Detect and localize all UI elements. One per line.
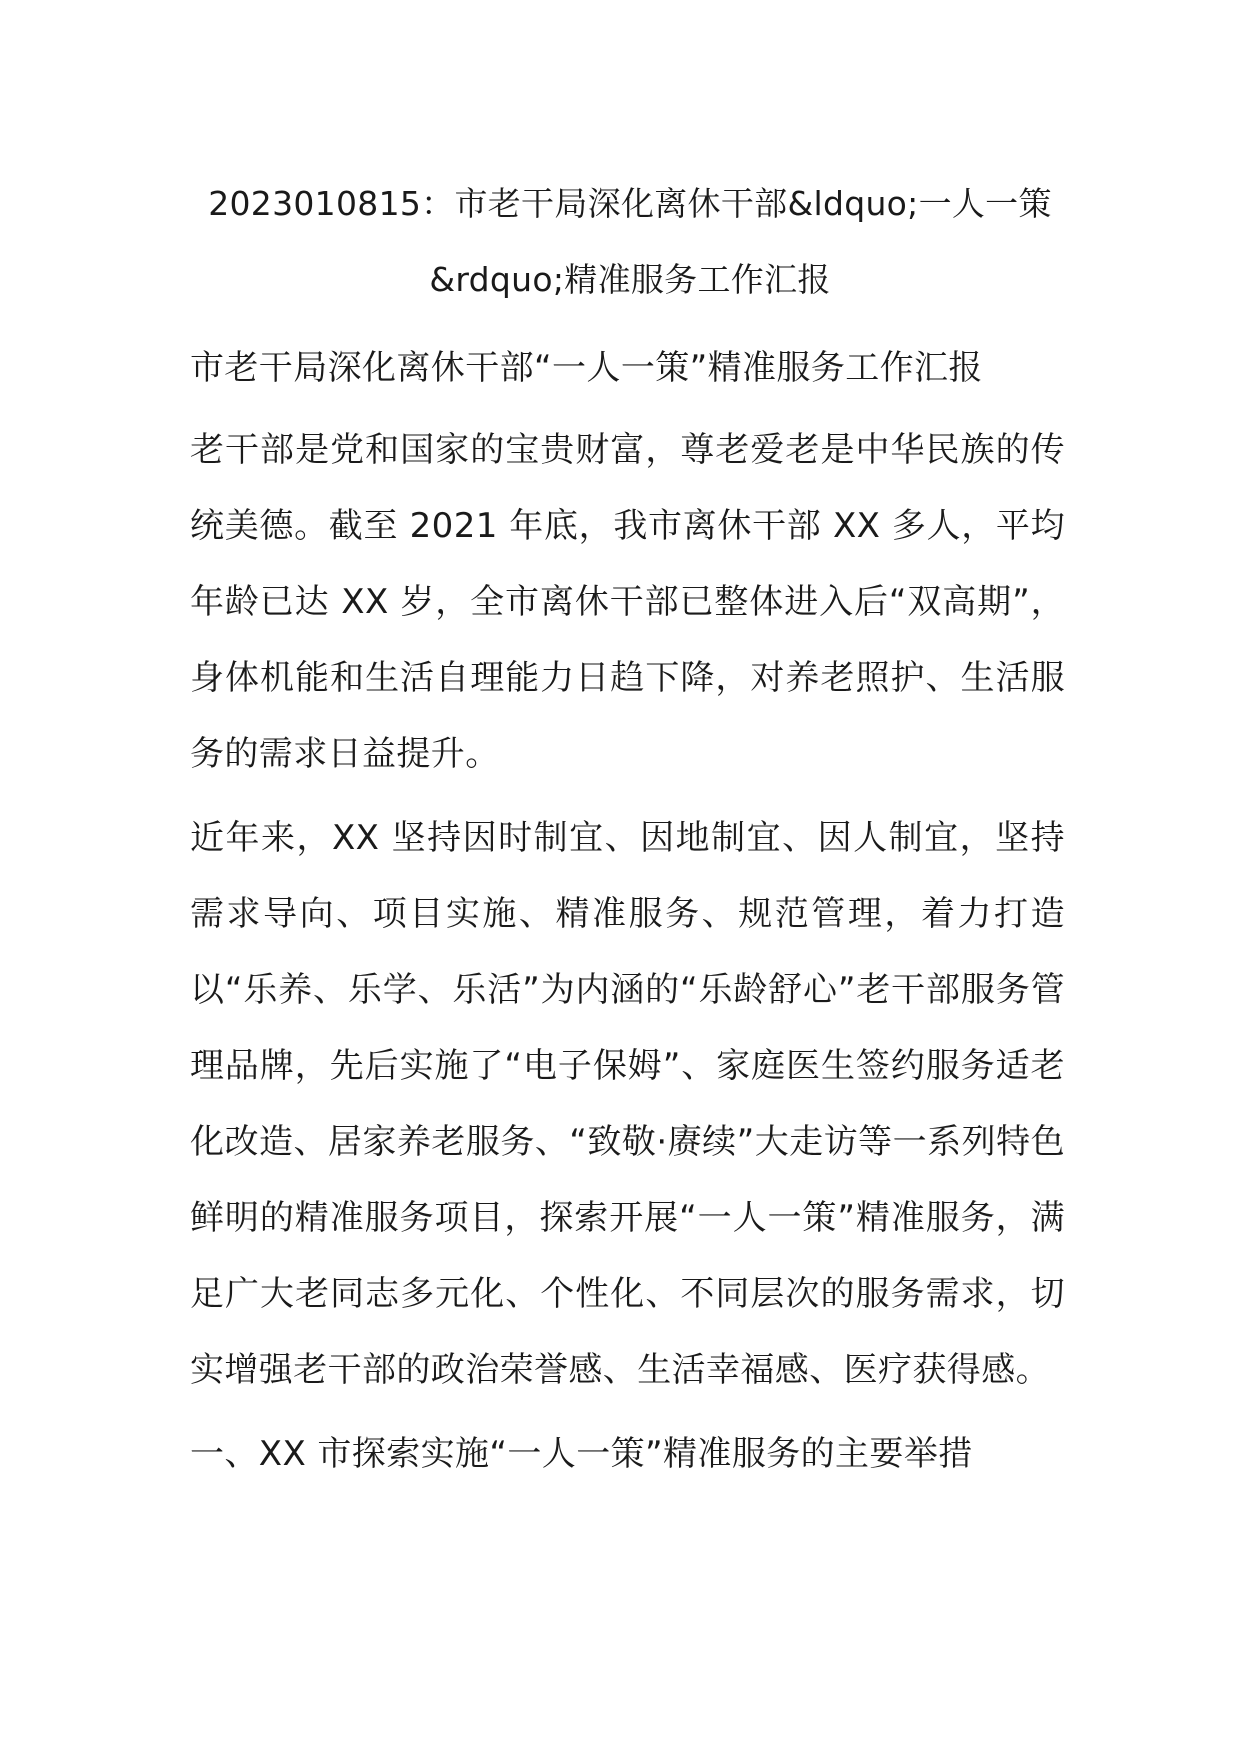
document-body xyxy=(190,330,1065,1492)
document-subtitle: 市老干局深化离休干部“一人一策”精准服务工作汇报 xyxy=(190,348,983,388)
paragraph-measures-overview: 近年来，XX 坚持因时制宜、因地制宜、因人制宜，坚持需求导向、项目实施、精准服务、规范管理，着力打造以“乐养、乐学、乐活”为内涵的“乐龄舒心”老干部服务管理品牌，先后实施了“电子保姆”、家庭医生签约服务适老化改造、居家养老服务、“致敬·赓续”大走访等一系列特色鲜明的精准服务项目，探索开展“一人一策”精准服务，满足广大老同志多元化、个性化、不同层次的服务需求，切实增强老干部的政治荣誉感、生活幸福感、医疗获得感。 xyxy=(190,818,1065,1390)
paragraph-intro: 老干部是党和国家的宝贵财富，尊老爱老是中华民族的传统美德。截至 2021 年底，我市离休干部 XX 多人，平均年龄已达 XX 岁，全市离休干部已整体进入后“双高期”，身体机能和生活自理能力日趋下降，对养老照护、生活服务的需求日益提升。 xyxy=(190,430,1065,774)
section-heading-1: 一、XX 市探索实施“一人一策”精准服务的主要举措 xyxy=(190,1434,973,1474)
document-title: 2023010815：市老干局深化离休干部&ldquo;一人一策&rdquo;精准服务工作汇报 xyxy=(208,184,1052,299)
